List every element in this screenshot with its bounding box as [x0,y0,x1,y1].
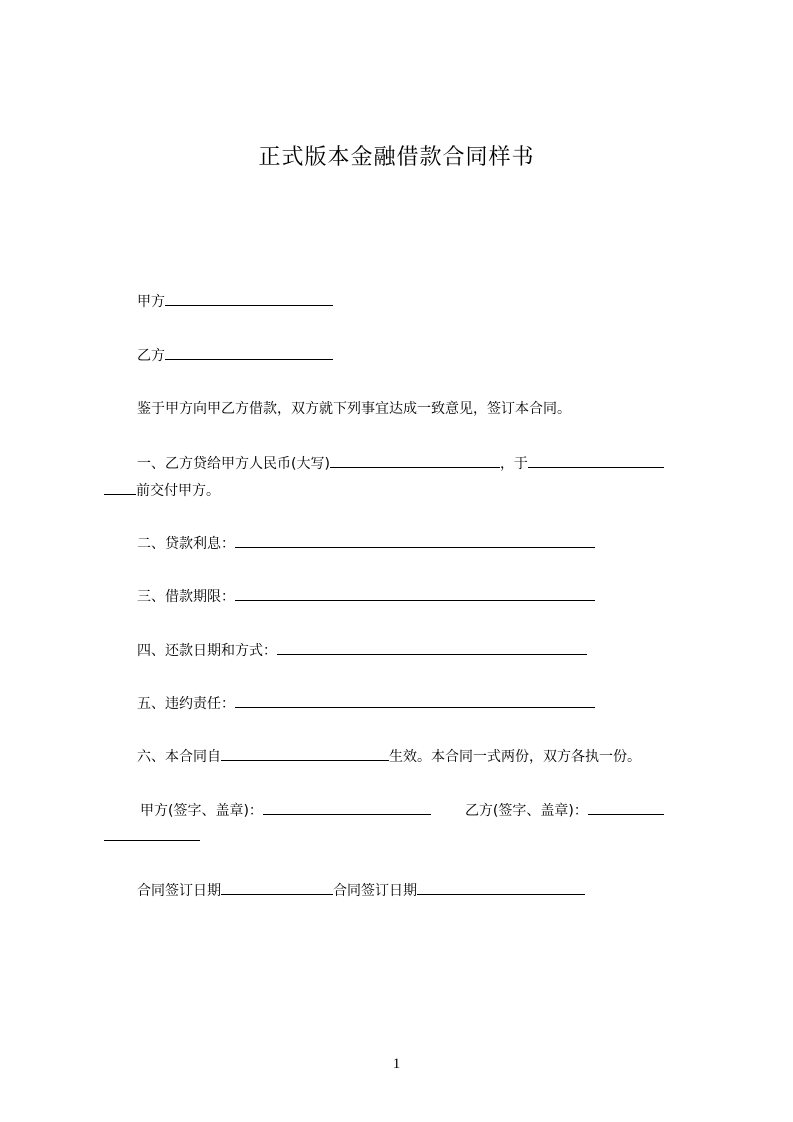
clause-6-suffix: 生效。本合同一式两份，双方各执一份。 [389,749,641,765]
sign-date-label-2: 合同签订日期 [333,883,417,899]
party-a-signature-label: 甲方(签字、盖章)： [140,803,263,819]
clause-2-line [137,533,595,553]
delivery-date-blank-continued[interactable] [104,480,136,495]
repayment-blank[interactable] [277,640,587,655]
clause-2-label: 二、贷款利息： [137,536,235,552]
interest-blank[interactable] [235,533,595,548]
clause-3-line [137,586,595,606]
clause-1-line-2 [104,480,220,500]
signature-line-2 [104,826,200,846]
sign-date-blank-2[interactable] [417,880,585,895]
clause-4-line [137,640,587,660]
clause-1-prefix: 一、乙方贷给甲方人民币(大写) [137,456,330,472]
party-a-label: 甲方 [137,294,165,310]
sign-date-label-1: 合同签订日期 [137,883,221,899]
clause-4-label: 四、还款日期和方式： [137,643,277,659]
party-b-signature-blank-continued[interactable] [104,826,200,841]
party-a-line [137,291,333,311]
party-b-label: 乙方 [137,348,165,364]
clause-1-middle: ，于 [499,456,528,472]
signature-line [140,800,664,820]
preamble-text: 鉴于甲方向甲乙方借款，双方就下列事宜达成一致意见，签订本合同。 [137,401,571,417]
party-b-signature-label: 乙方(签字、盖章)： [464,803,588,819]
effective-date-blank[interactable] [221,746,389,761]
sign-date-line [137,880,585,900]
party-b-line [137,345,333,365]
party-b-signature-blank[interactable] [588,800,664,815]
sign-date-blank-1[interactable] [221,880,333,895]
clause-1-suffix: 前交付甲方。 [136,483,220,499]
document-title: 正式版本金融借款合同样书 [258,145,535,170]
clause-5-label: 五、违约责任： [137,696,235,712]
loan-amount-blank[interactable] [330,453,500,468]
loan-term-blank[interactable] [235,586,595,601]
clause-1-line-1 [137,453,664,473]
party-b-blank[interactable] [165,345,333,360]
page-number: 1 [392,1056,401,1072]
clause-6-line [137,746,641,766]
clause-3-label: 三、借款期限： [137,589,235,605]
liability-blank[interactable] [235,693,595,708]
delivery-date-blank[interactable] [528,453,664,468]
party-a-blank[interactable] [165,291,333,306]
party-a-signature-blank[interactable] [263,800,431,815]
clause-5-line [137,693,595,713]
clause-6-prefix: 六、本合同自 [137,749,221,765]
